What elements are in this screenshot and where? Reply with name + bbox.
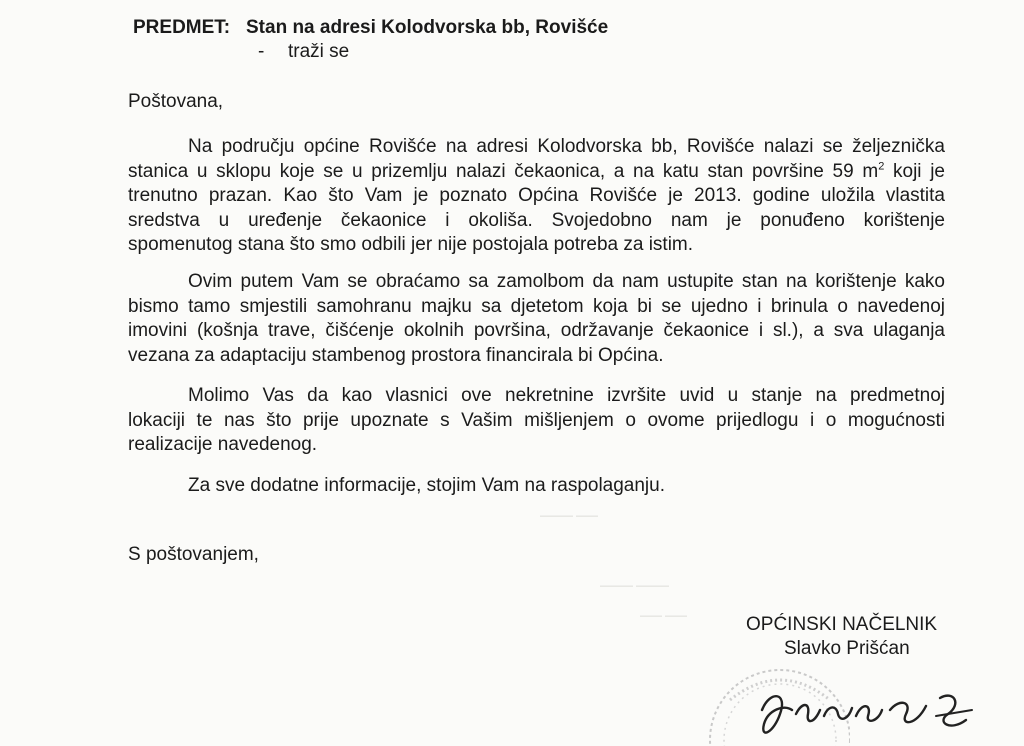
signature-name: Slavko Prišćan — [784, 638, 910, 659]
bleed-through-mark: —— —— — [640, 610, 688, 622]
paragraph-1 — [128, 135, 945, 258]
closing: S poštovanjem, — [128, 544, 259, 565]
paragraph-3-line-1: Molimo Vas da kao vlasnici ove nekretnine izvršite uvid u stanje na predmetnoj — [188, 385, 945, 406]
greeting: Poštovana, — [128, 91, 224, 112]
paragraph-4: Za sve dodatne informacije, stojim Vam na raspolaganju. — [188, 475, 666, 496]
paragraph-3-line-2: lokaciji te nas što prije upoznate s Vašim mišljenjem o ovome prijedlogu i o mogućnosti — [128, 409, 945, 431]
paragraph-2-line-2: bismo tamo smjestili samohranu majku sa djetetom koja bi se ujedno i brinula o navedenoj — [128, 295, 945, 317]
paragraph-1-line-2 — [128, 160, 945, 185]
subject-dash: - — [258, 41, 265, 62]
paragraph-2-line-4: vezana za adaptaciju stambenog prostora financirala bi Općina. — [128, 344, 664, 366]
area-text-tail: koji je — [884, 160, 945, 182]
area-superscript: 2 — [878, 160, 885, 173]
bleed-through-mark: ——— ——— — [600, 580, 670, 592]
signature-title: OPĆINSKI NAČELNIK — [746, 614, 938, 635]
paragraph-1-line-4: sredstva u uređenje čekaonice i okoliša. Svojedobno nam je ponuđeno korištenje — [128, 209, 945, 231]
paragraph-2-line-3: imovini (košnja trave, čišćenje okolnih površina, održavanje čekaonice i sl.), a sva ulaganja — [128, 320, 945, 341]
paragraph-1-line-3: trenutno prazan. Kao što Vam je poznato Općina Rovišće je 2013. godine uložila vlastita — [128, 185, 945, 206]
subject-subtext: traži se — [288, 41, 350, 62]
handwritten-signature-icon — [740, 680, 980, 746]
paragraph-2 — [128, 270, 945, 368]
paragraph-2-line-1: Ovim putem Vam se obraćamo sa zamolbom da nam ustupite stan na korištenje kako — [188, 271, 945, 292]
subject-text: Stan na adresi Kolodvorska bb, Rovišće — [246, 17, 609, 38]
paragraph-1-line-5: spomenutog stana što smo odbili jer nije postojala potreba za istim. — [128, 234, 694, 255]
area-text: stanica u sklopu koje se u prizemlju nalazi čekaonica, a na katu stan površine 59 m — [128, 160, 879, 182]
bleed-through-mark: ——— —— — [540, 510, 599, 522]
subject-label: PREDMET: — [133, 17, 231, 38]
paragraph-1-line-1: Na području općine Rovišće na adresi Kolodvorska bb, Rovišće nalazi se željeznička — [188, 136, 945, 157]
paragraph-3 — [128, 384, 945, 458]
paragraph-3-line-3: realizacije navedenog. — [128, 434, 318, 455]
